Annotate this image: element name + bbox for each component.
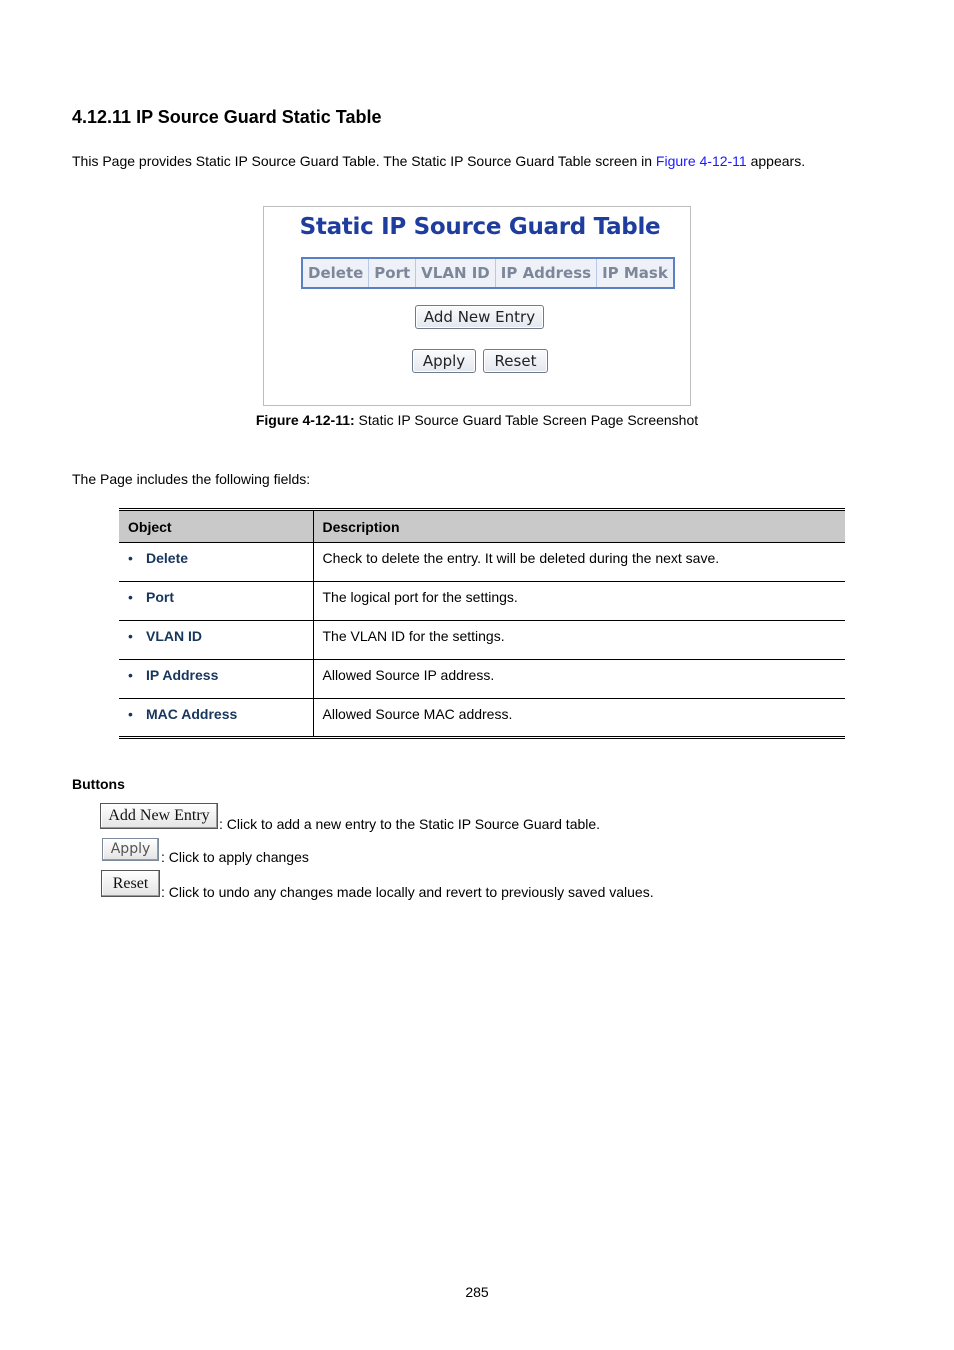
- description-cell: Check to delete the entry. It will be deleted during the next save.: [313, 543, 845, 582]
- caption-label: Figure 4-12-11:: [255, 412, 355, 428]
- bullet-icon: •: [128, 589, 133, 605]
- fields-table: [119, 508, 845, 739]
- legend-add-new-entry-button[interactable]: Add New Entry: [100, 803, 218, 829]
- intro-text-before: This Page provides Static IP Source Guard Table. The Static IP Source Guard Table screen in: [72, 153, 656, 169]
- object-name: Port: [146, 589, 174, 605]
- apply-button[interactable]: Apply: [412, 349, 476, 373]
- figure-table-header: [301, 257, 675, 289]
- intro-paragraph: [72, 153, 805, 169]
- add-new-entry-button[interactable]: Add New Entry: [415, 305, 544, 329]
- bullet-icon: •: [128, 628, 133, 644]
- description-cell: Allowed Source IP address.: [313, 660, 845, 699]
- object-name: Delete: [146, 550, 189, 566]
- legend-apply-description: : Click to apply changes: [161, 849, 309, 865]
- table-row: [119, 582, 845, 621]
- section-title: 4.12.11 IP Source Guard Static Table: [72, 107, 382, 127]
- bullet-icon: •: [128, 550, 133, 566]
- fields-table-header-row: [119, 510, 845, 543]
- header-object: Object: [119, 510, 313, 543]
- description-cell: Allowed Source MAC address.: [313, 699, 845, 738]
- table-row: [119, 660, 845, 699]
- reset-button[interactable]: Reset: [483, 349, 548, 373]
- page-number: 285: [465, 1284, 489, 1300]
- object-cell: [119, 582, 313, 621]
- legend-add-description: : Click to add a new entry to the Static IP Source Guard table.: [219, 816, 601, 832]
- object-cell: [119, 660, 313, 699]
- figure-header-ip-address: IP Address: [496, 259, 597, 287]
- bullet-icon: •: [128, 667, 133, 683]
- table-row: [119, 543, 845, 582]
- legend-reset-description: : Click to undo any changes made locally and revert to previously saved values.: [161, 884, 654, 900]
- object-cell: [119, 543, 313, 582]
- object-name: VLAN ID: [146, 628, 202, 644]
- figure-header-delete: Delete: [303, 259, 369, 287]
- figure-caption: [0, 412, 954, 428]
- figure-header-port: Port: [369, 259, 416, 287]
- object-name: IP Address: [146, 667, 219, 683]
- fields-intro: The Page includes the following fields:: [72, 471, 311, 487]
- figure-header-ip-mask: IP Mask: [602, 264, 668, 282]
- object-cell: [119, 699, 313, 738]
- figure-title: Static IP Source Guard Table: [299, 214, 661, 240]
- figure-header-vlan-id: VLAN ID: [416, 259, 496, 287]
- table-row: [119, 621, 845, 660]
- description-cell: The VLAN ID for the settings.: [313, 621, 845, 660]
- figure-screenshot: [263, 206, 691, 406]
- table-row: [119, 699, 845, 738]
- bullet-icon: •: [128, 706, 133, 722]
- intro-text-after: appears.: [746, 153, 806, 169]
- object-name: MAC Address: [146, 706, 238, 722]
- description-cell: The logical port for the settings.: [313, 582, 845, 621]
- header-description: Description: [313, 510, 845, 543]
- legend-reset-button[interactable]: Reset: [101, 870, 160, 897]
- caption-text: Static IP Source Guard Table Screen Page Screenshot: [354, 412, 699, 428]
- object-cell: [119, 621, 313, 660]
- legend-apply-button[interactable]: Apply: [102, 838, 159, 861]
- buttons-heading: Buttons: [72, 776, 125, 792]
- figure-link[interactable]: Figure 4-12-11: [655, 153, 747, 169]
